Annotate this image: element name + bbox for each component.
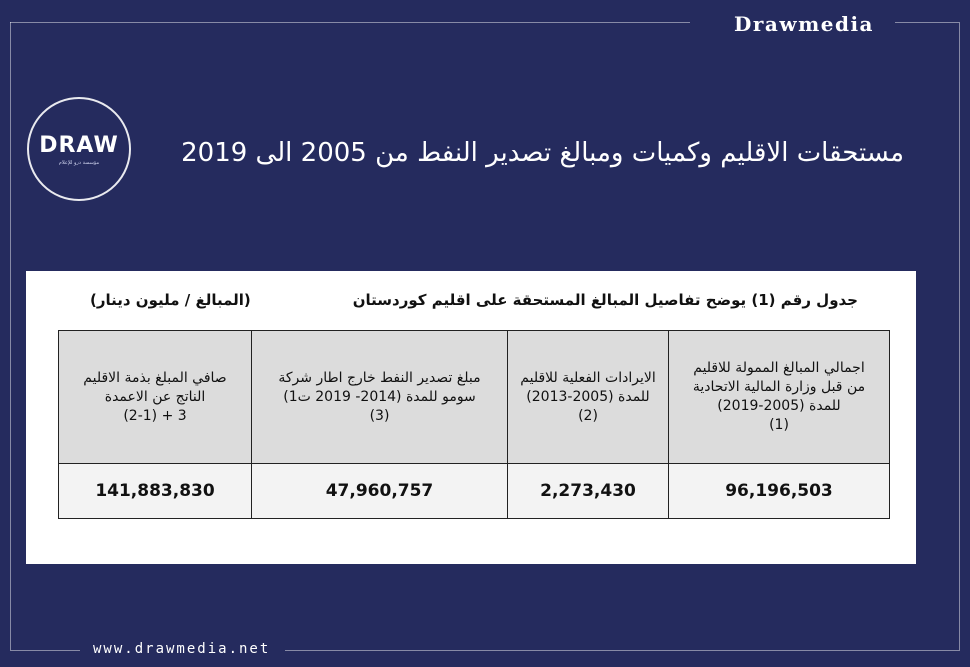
logo-subtitle: مؤسسة درو للإعلام bbox=[58, 159, 100, 166]
frame-right bbox=[959, 22, 960, 650]
table-row bbox=[59, 464, 890, 519]
logo-word: DRAW bbox=[39, 132, 119, 158]
header-total-funded: اجمالي المبالغ الممولة للاقليم من قبل وزارة المالية الاتحادية للمدة (2005-2019) (1) bbox=[669, 331, 890, 464]
frame-left bbox=[10, 22, 11, 650]
header-actual-revenues: الايرادات الفعلية للاقليم للمدة (2005-2013) (2) bbox=[508, 331, 669, 464]
page-title: مستحقات الاقليم وكميات ومبالغ تصدير النفط من 2005 الى 2019 bbox=[181, 138, 904, 168]
table-caption: جدول رقم (1) يوضح تفاصيل المبالغ المستحقة على اقليم كوردستان bbox=[352, 291, 858, 309]
frame-top-right bbox=[895, 22, 959, 23]
value-oil-export: 47,960,757 bbox=[252, 464, 508, 519]
value-net-amount: 141,883,830 bbox=[59, 464, 252, 519]
frame-bottom-right bbox=[285, 650, 960, 651]
brand-name: Drawmedia bbox=[734, 12, 874, 36]
data-table bbox=[58, 330, 890, 519]
value-total-funded: 96,196,503 bbox=[669, 464, 890, 519]
website-url: www.drawmedia.net bbox=[93, 641, 271, 657]
draw-logo bbox=[27, 97, 131, 201]
table-header-row bbox=[59, 331, 890, 464]
frame-top-left bbox=[10, 22, 690, 23]
table-panel bbox=[26, 271, 916, 564]
table-unit: (المبالغ / مليون دينار) bbox=[90, 291, 251, 309]
value-actual-revenues: 2,273,430 bbox=[508, 464, 669, 519]
frame-bottom-left bbox=[10, 650, 80, 651]
header-net-amount: صافي المبلغ بذمة الاقليم الناتج عن الاعمدة 3 + (2-1) bbox=[59, 331, 252, 464]
header-oil-export: مبلغ تصدير النفط خارج اطار شركة سومو للمدة (2014- 2019 ت1) (3) bbox=[252, 331, 508, 464]
